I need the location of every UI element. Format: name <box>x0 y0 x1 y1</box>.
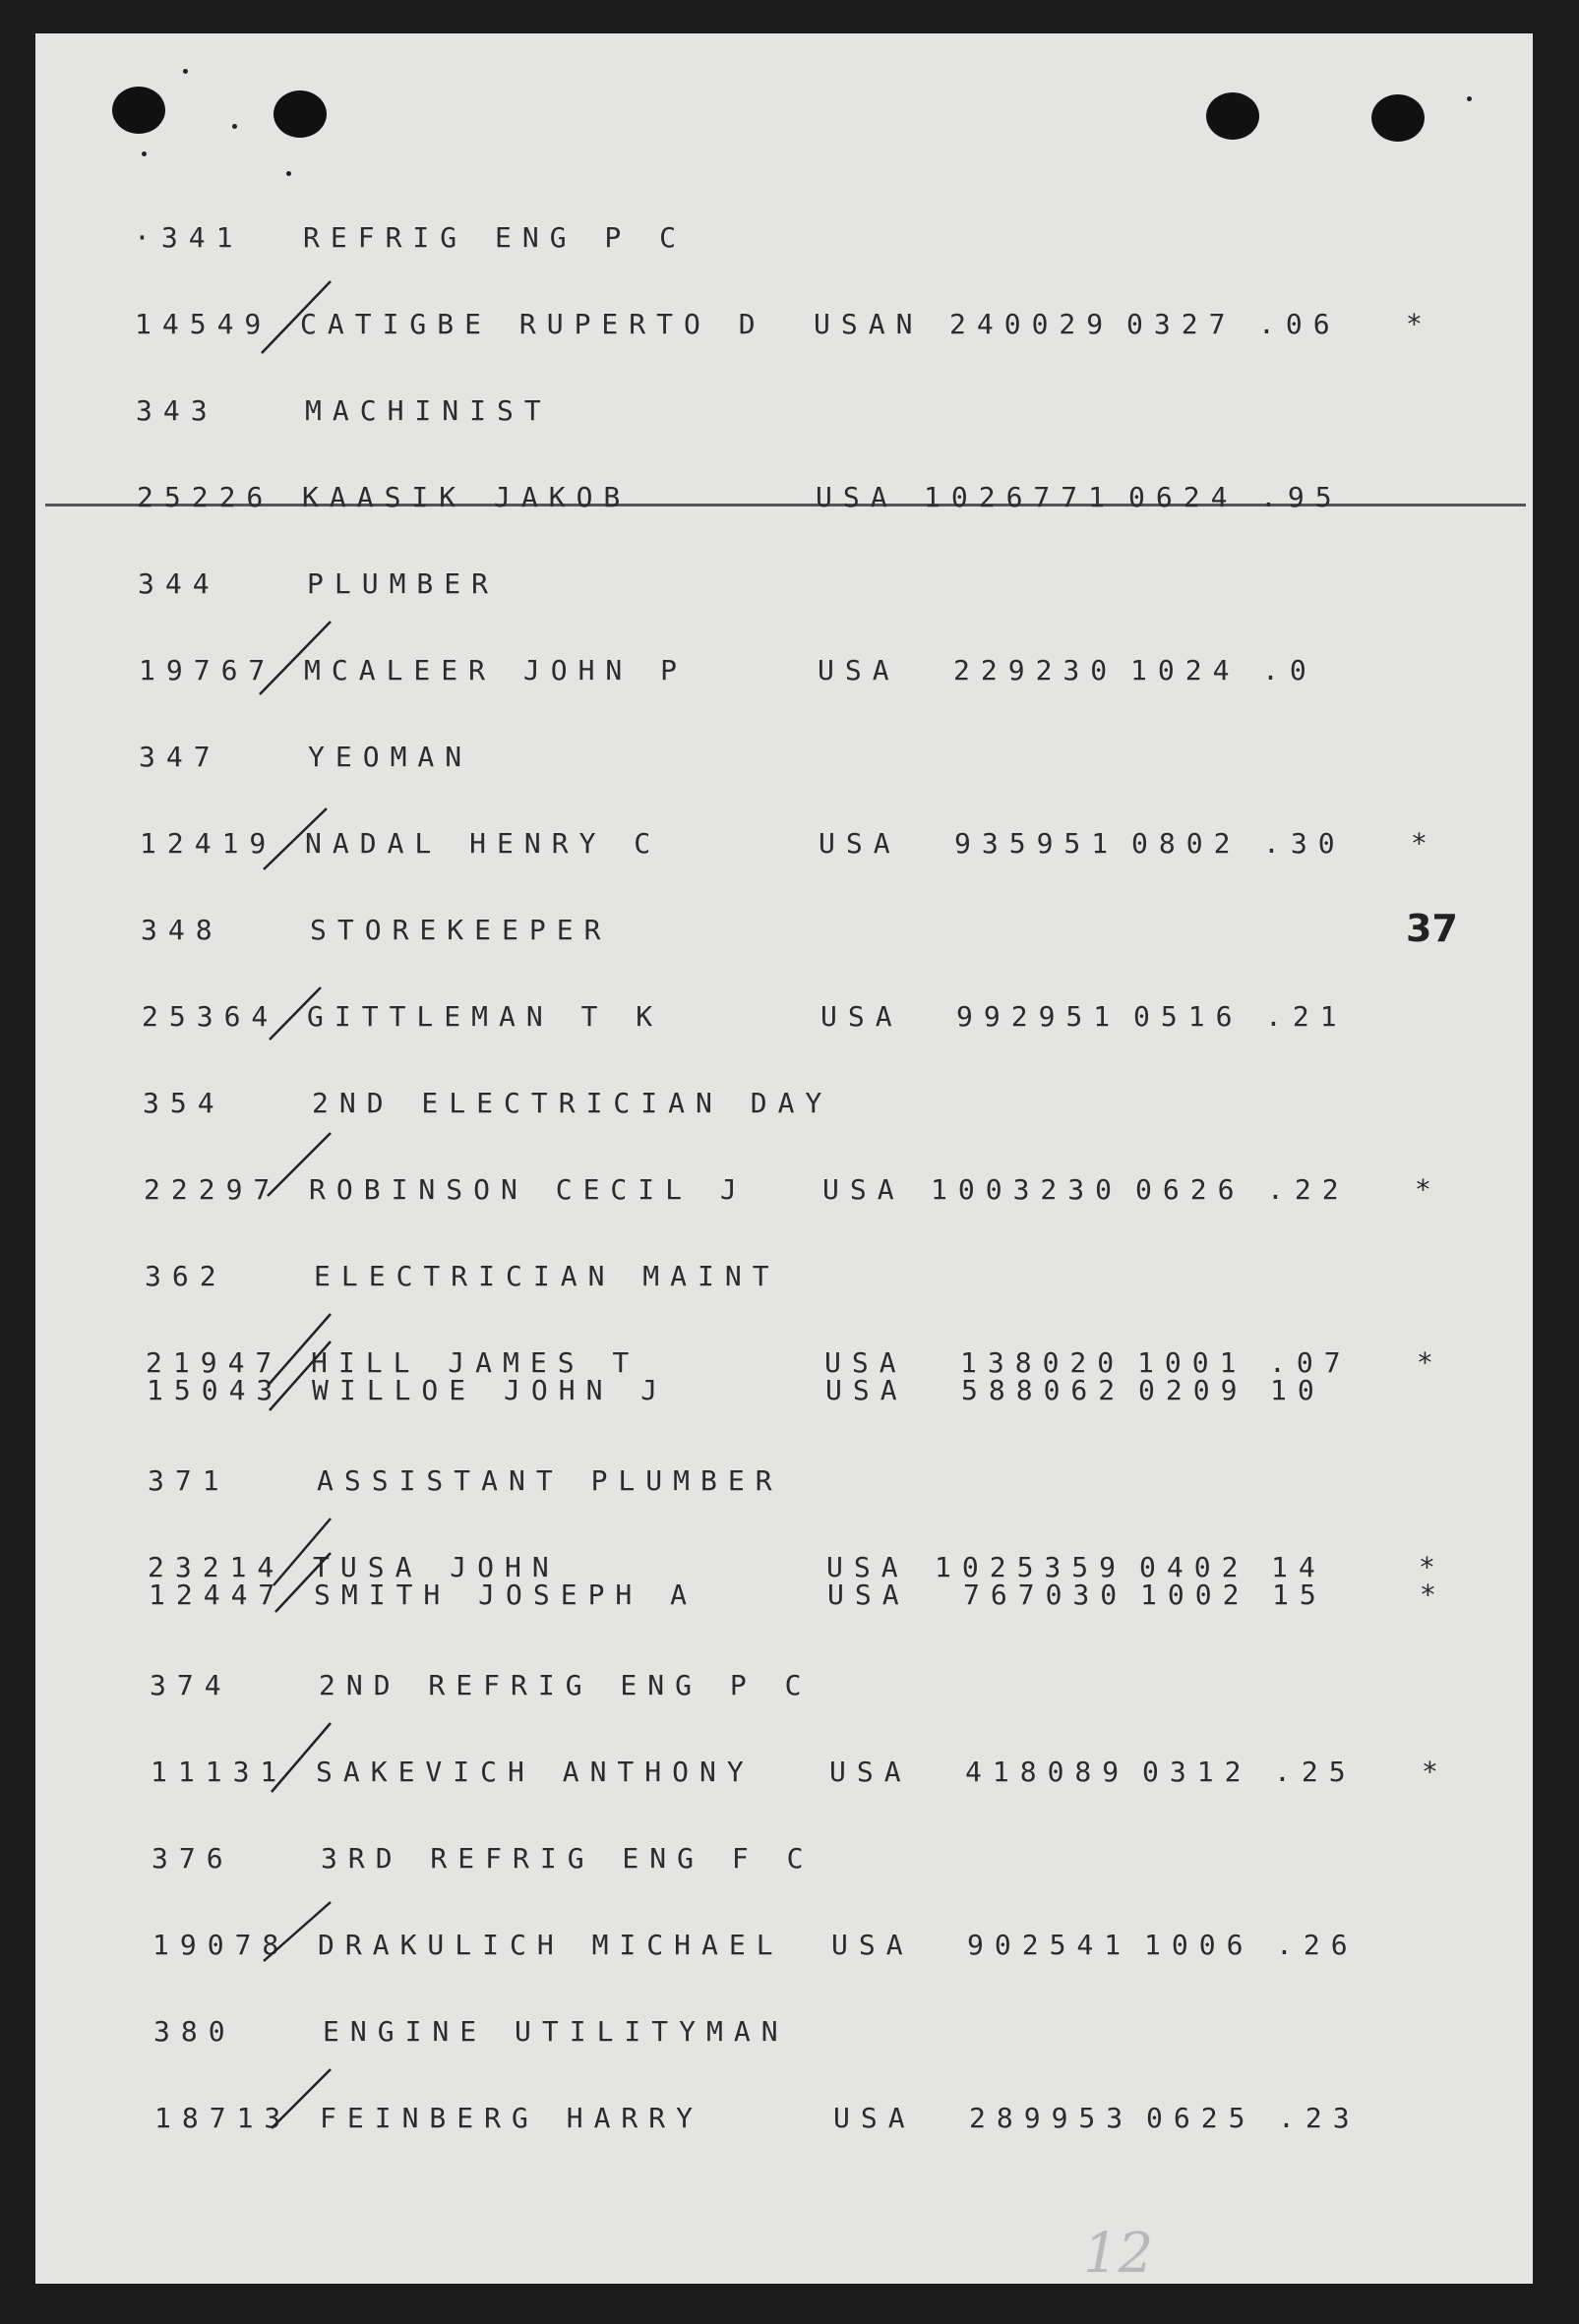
record-rate: .23 <box>1278 2102 1361 2134</box>
record-flag: * <box>1422 1756 1449 1788</box>
record-date: 0625 <box>1146 2102 1256 2134</box>
record-id: 14549 <box>135 308 273 340</box>
record-country: USA <box>824 1346 907 1379</box>
record-name: NADAL HENRY C <box>305 827 662 860</box>
record-country: USA <box>829 1756 912 1788</box>
record-number: 138020 <box>960 1346 1125 1379</box>
section-code: 380 <box>153 2015 236 2048</box>
record-number: 418089 <box>965 1756 1130 1788</box>
record-rate: 10 <box>1270 1374 1325 1406</box>
record-rate: .06 <box>1258 308 1341 340</box>
record-number: 229230 <box>953 654 1119 686</box>
record-flag: * <box>1415 1173 1442 1206</box>
record-name: HILL JAMES T <box>311 1346 640 1379</box>
pencil-page-note: 12 <box>1083 2222 1154 2286</box>
record-name: SAKEVICH ANTHONY <box>316 1756 755 1788</box>
record-rate: .25 <box>1274 1756 1357 1788</box>
record-name: ROBINSON CECIL J <box>309 1173 748 1206</box>
section-title: STOREKEEPER <box>310 914 612 946</box>
record-rate: .22 <box>1267 1173 1350 1206</box>
record-flag: * <box>1411 827 1438 860</box>
record-name: WILLOE JOHN J <box>312 1374 669 1406</box>
record-id: 25364 <box>142 1000 279 1033</box>
record-number: 1025359 <box>935 1551 1127 1583</box>
record-rate: 14 <box>1271 1551 1326 1583</box>
record-id: 12419 <box>140 827 277 860</box>
record-name: GITTLEMAN T K <box>307 1000 664 1033</box>
record-flag: * <box>1419 1551 1446 1583</box>
section-code: 354 <box>143 1087 225 1119</box>
record-number: 902541 <box>967 1929 1132 1961</box>
section-title: MACHINIST <box>305 394 552 427</box>
record-rate: .21 <box>1265 1000 1348 1033</box>
record-number: 1026771 <box>924 481 1117 513</box>
record-flag: * <box>1406 308 1433 340</box>
section-title: 2ND REFRIG ENG P C <box>319 1669 813 1701</box>
record-country: USA <box>822 1173 905 1206</box>
punch-hole-right-2 <box>1371 94 1425 142</box>
record-name: KAASIK JAKOB <box>302 481 632 513</box>
record-date: 1006 <box>1144 1929 1254 1961</box>
record-name: DRAKULICH MICHAEL <box>318 1929 784 1961</box>
punch-hole-left-2 <box>273 90 327 138</box>
record-country: USA <box>831 1929 914 1961</box>
record-flag: * <box>1417 1346 1444 1379</box>
section-title: 2ND ELECTRICIAN DAY <box>312 1087 833 1119</box>
record-country: USA <box>825 1374 908 1406</box>
record-id: 22297 <box>144 1173 281 1206</box>
record-date: 1024 <box>1130 654 1241 686</box>
record-rate: 15 <box>1272 1579 1327 1611</box>
record-country: USA <box>819 827 901 860</box>
section-title: ENGINE UTILITYMAN <box>323 2015 789 2048</box>
record-id: 15043 <box>147 1374 284 1406</box>
section-code: ·341 <box>134 221 244 254</box>
record-date: 0402 <box>1139 1551 1249 1583</box>
record-date: 0626 <box>1135 1173 1245 1206</box>
record-name: CATIGBE RUPERTO D <box>300 308 766 340</box>
record-id: 12447 <box>149 1579 286 1611</box>
record-date: 0802 <box>1131 827 1242 860</box>
section-title: YEOMAN <box>308 741 473 773</box>
record-country: USA <box>816 481 898 513</box>
record-id: 23214 <box>148 1551 285 1583</box>
section-code: 371 <box>148 1464 230 1497</box>
record-number: 588062 <box>961 1374 1126 1406</box>
record-id: 25226 <box>137 481 274 513</box>
section-code: 362 <box>145 1260 227 1292</box>
record-country: USA <box>833 2102 916 2134</box>
record-rate: .07 <box>1269 1346 1352 1379</box>
record-date: 0624 <box>1128 481 1239 513</box>
record-number: 289953 <box>969 2102 1134 2134</box>
record-name: MCALEER JOHN P <box>304 654 689 686</box>
record-name: TUSA JOHN <box>313 1551 560 1583</box>
record-name: SMITH JOSEPH A <box>314 1579 698 1611</box>
record-country: USA <box>818 654 900 686</box>
section-code: 376 <box>152 1842 234 1875</box>
record-date: 1002 <box>1140 1579 1250 1611</box>
section-title: ASSISTANT PLUMBER <box>317 1464 783 1497</box>
section-title: PLUMBER <box>307 567 500 600</box>
record-number: 767030 <box>963 1579 1128 1611</box>
section-title: REFRIG ENG P C <box>303 221 688 254</box>
record-flag: * <box>1420 1579 1447 1611</box>
record-rate: .0 <box>1262 654 1317 686</box>
record-id: 21947 <box>146 1346 283 1379</box>
record-number: 240029 <box>949 308 1115 340</box>
record-date: 1001 <box>1137 1346 1247 1379</box>
typed-document-page <box>35 33 1533 2284</box>
record-date: 0516 <box>1133 1000 1244 1033</box>
record-country: USA <box>827 1579 910 1611</box>
section-code: 374 <box>150 1669 232 1701</box>
record-name: FEINBERG HARRY <box>320 2102 704 2134</box>
punch-hole-left-1 <box>112 87 165 134</box>
record-rate: .26 <box>1276 1929 1359 1961</box>
record-country: USAN <box>814 308 924 340</box>
record-date: 0209 <box>1138 1374 1248 1406</box>
section-code: 348 <box>141 914 223 946</box>
record-number: 1003230 <box>931 1173 1124 1206</box>
stamp-number: 37 <box>1406 907 1458 950</box>
record-rate: .95 <box>1260 481 1343 513</box>
record-id: 19078 <box>152 1929 290 1961</box>
record-id: 11131 <box>151 1756 288 1788</box>
record-id: 18713 <box>154 2102 292 2134</box>
section-code: 347 <box>139 741 221 773</box>
record-date: 0327 <box>1126 308 1237 340</box>
record-number: 992951 <box>956 1000 1122 1033</box>
section-code: 344 <box>138 567 220 600</box>
punch-hole-right-1 <box>1206 92 1259 140</box>
section-title: 3RD REFRIG ENG F C <box>321 1842 815 1875</box>
section-title: ELECTRICIAN MAINT <box>314 1260 780 1292</box>
record-number: 935951 <box>954 827 1120 860</box>
record-rate: .30 <box>1263 827 1346 860</box>
record-date: 0312 <box>1142 1756 1252 1788</box>
record-country: USA <box>826 1551 909 1583</box>
record-country: USA <box>820 1000 903 1033</box>
section-code: 343 <box>136 394 218 427</box>
record-id: 19767 <box>139 654 276 686</box>
